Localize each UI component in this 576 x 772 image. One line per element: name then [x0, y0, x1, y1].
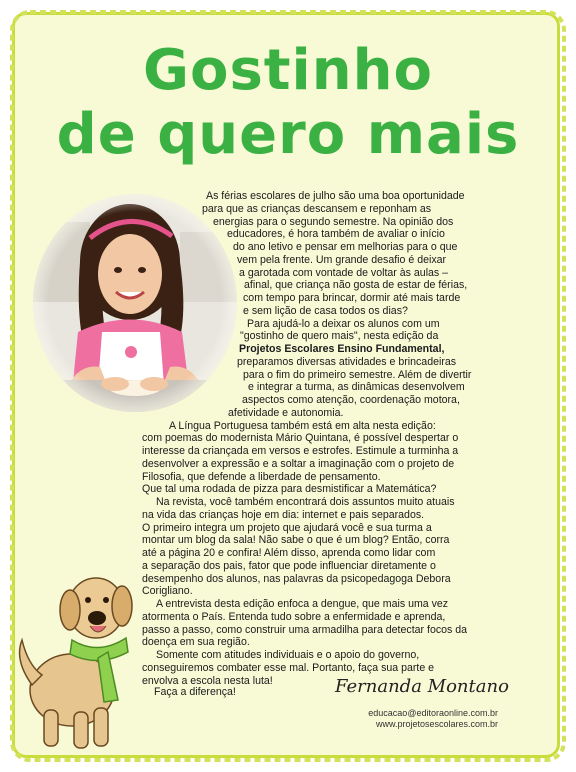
body-line: do ano letivo e pensar em melhorias para o que	[233, 241, 458, 253]
body-line: "gostinho de quero mais", nesta edição da	[240, 330, 439, 343]
author-signature: Fernanda Montano	[335, 676, 509, 697]
body-line: e sem lição de casa todos os dias?	[243, 304, 408, 317]
body-line: afinal, que criança não gosta de estar de férias,	[244, 279, 468, 292]
contact-website[interactable]: www.projetosescolares.com.br	[375, 719, 498, 729]
body-line: educadores, é hora também de avaliar o início	[227, 228, 445, 241]
body-line: a separação dos pais, fator que pode influenciar diretamente o	[142, 559, 436, 572]
contact-email[interactable]: educacao@editoraonline.com.br	[368, 708, 498, 718]
body-line: A entrevista desta edição enfoca a dengue, que mais uma vez	[156, 598, 449, 610]
body-line: envolva a escola nesta luta!	[142, 674, 273, 687]
body-line: com tempo para brincar, dormir até mais tarde	[243, 292, 461, 304]
body-line: Somente com atitudes individuais e o apoio do governo,	[156, 649, 420, 661]
body-line: Que tal uma rodada de pizza para desmistificar a Matemática?	[142, 483, 437, 496]
body-line: aspectos como atenção, coordenação motora,	[242, 394, 460, 406]
body-line: Projetos Escolares Ensino Fundamental,	[239, 343, 445, 355]
body-line: para que as crianças descansem e reponham as	[202, 202, 432, 215]
title-line-1: Gostinho	[143, 38, 433, 103]
body-line: O primeiro integra um projeto que ajudará você e sua turma a	[142, 521, 432, 534]
body-line: na vida das crianças hoje em dia: internet e pais separados.	[142, 508, 425, 521]
dog-illustration	[14, 560, 144, 755]
body-line: energias para o segundo semestre. Na opinião dos	[213, 215, 454, 228]
body-line: atormenta o País. Entenda tudo sobre a enfermidade e aprenda,	[142, 610, 446, 623]
body-line: com poemas do modernista Mário Quintana, é possível despertar o	[142, 432, 459, 445]
body-line: conseguiremos combater esse mal. Portanto, faça sua parte e	[142, 661, 435, 674]
body-line: montar um blog da sala! Não sabe o que é um blog? Então, corra	[142, 534, 450, 547]
body-line: passo a passo, como construir uma armadilha para detectar focos da	[142, 623, 468, 636]
girl-photo	[30, 192, 240, 414]
body-line: vem pela frente. Um grande desafio é deixar	[237, 253, 447, 266]
body-line: e integrar a turma, as dinâmicas desenvolvem	[248, 381, 465, 394]
closing-text: Faça a diferença!	[154, 686, 236, 698]
body-line: interesse da criançada em versos e estrofes. Estimule a turminha a	[142, 445, 459, 457]
body-line: a garotada com vontade de voltar às aulas –	[239, 266, 449, 279]
body-line: Na revista, você também encontrará dois assuntos muito atuais	[156, 496, 455, 508]
body-line: para o fim do primeiro semestre. Além de divertir	[243, 368, 472, 381]
body-line: A Língua Portuguesa também está em alta nesta edição:	[169, 419, 436, 432]
body-line: preparamos diversas atividades e brincadeiras	[237, 355, 457, 368]
body-line: Filosofia, que defende a liberdade de pensamento.	[142, 470, 381, 483]
body-line: As férias escolares de julho são uma boa oportunidade	[206, 190, 465, 202]
body-line: desenvolver a expressão e a soltar a imaginação com o projeto de	[142, 457, 455, 470]
body-line: até a página 20 e confira! Além disso, aprenda como lidar com	[142, 547, 436, 559]
body-line: Corigliano.	[142, 585, 193, 598]
body-line: Para ajudá-lo a deixar os alunos com um	[247, 317, 440, 330]
body-line: desempenho dos alunos, nas palavras da psicopedagoga Debora	[142, 572, 451, 585]
title-line-2: de quero mais	[56, 102, 520, 167]
contact-info	[368, 708, 498, 730]
body-line: afetividade e autonomia.	[228, 406, 344, 419]
body-line: doença em sua região.	[142, 636, 250, 649]
